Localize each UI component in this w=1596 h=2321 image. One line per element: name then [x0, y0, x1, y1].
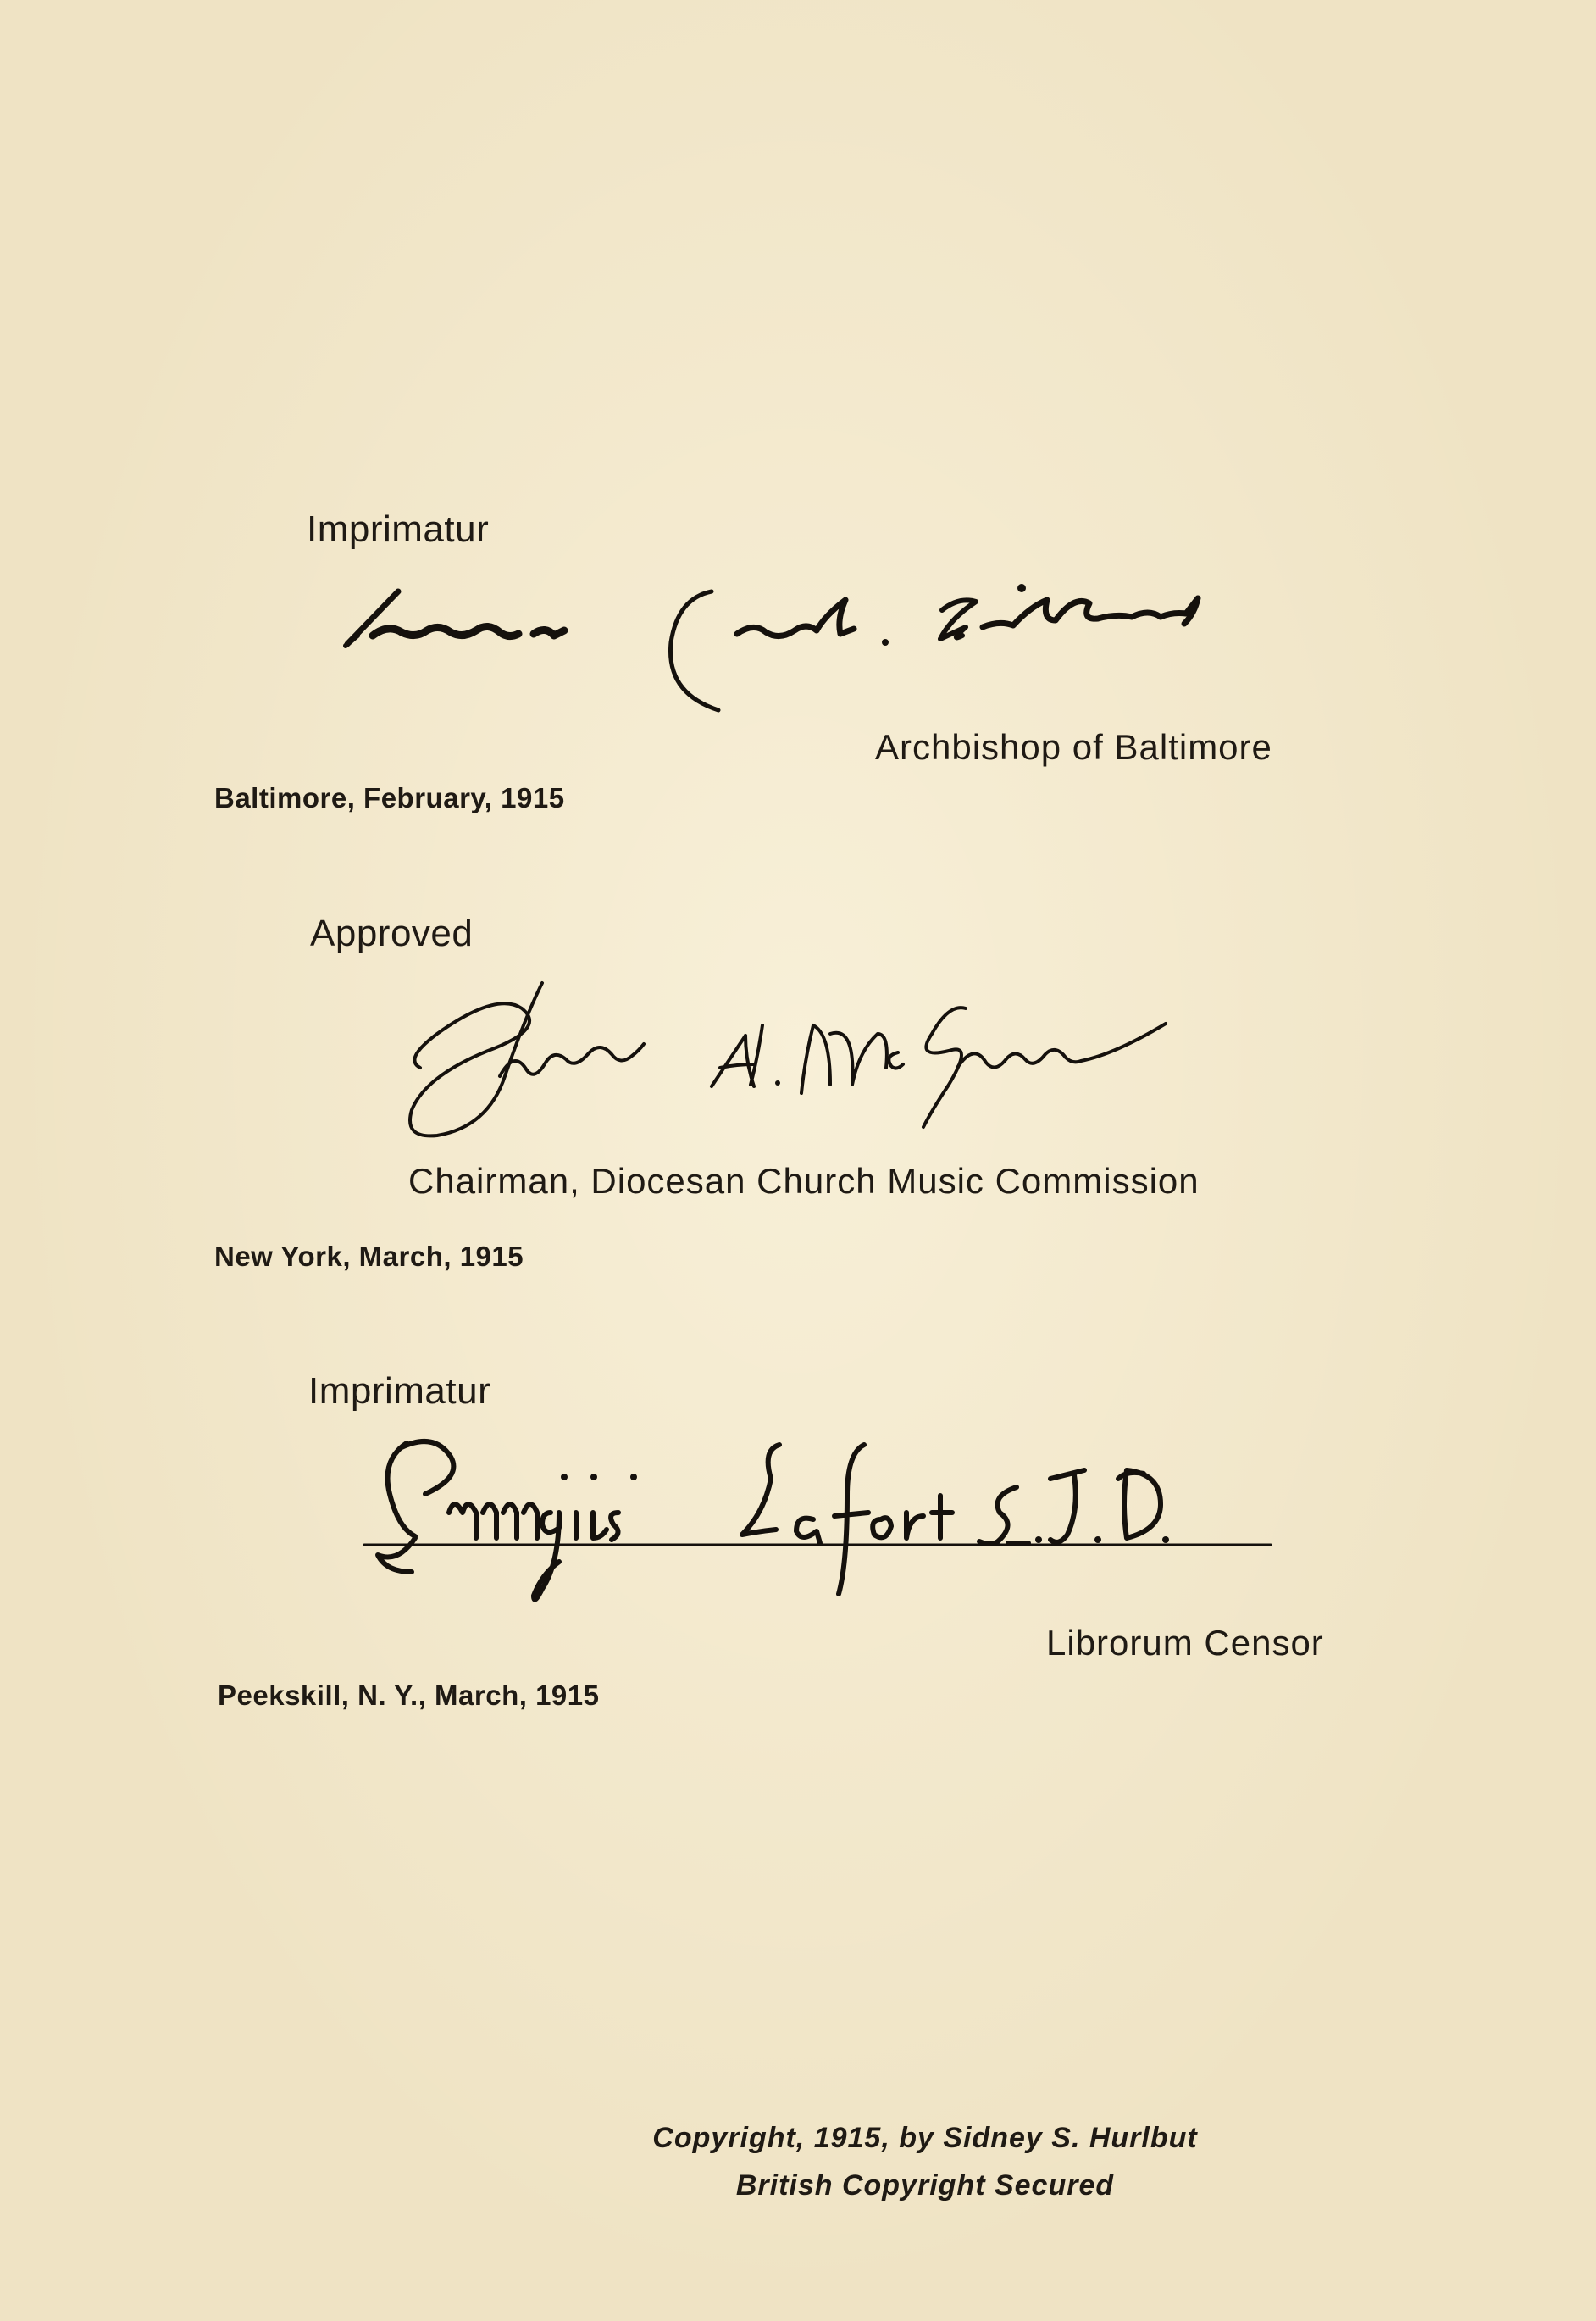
imprimatur-heading-2: Imprimatur	[308, 1370, 491, 1412]
british-copyright-line: British Copyright Secured	[735, 2169, 1115, 2202]
place-date-peekskill: Peekskill, N. Y., March, 1915	[218, 1680, 600, 1711]
signature-gibbons	[339, 576, 1288, 729]
title-archbishop: Archbishop of Baltimore	[875, 727, 1272, 767]
signature-lafort	[356, 1428, 1288, 1606]
place-date-new-york: New York, March, 1915	[214, 1241, 524, 1272]
copyright-line: Copyright, 1915, by Sidney S. Hurlbut	[652, 2122, 1198, 2154]
approved-heading: Approved	[310, 913, 474, 954]
imprimatur-heading-1: Imprimatur	[307, 508, 490, 550]
place-date-baltimore: Baltimore, February, 1915	[214, 782, 565, 813]
title-censor: Librorum Censor	[1046, 1623, 1324, 1663]
title-chairman: Chairman, Diocesan Church Music Commission	[408, 1161, 1200, 1201]
signature-mcgean	[373, 974, 1271, 1144]
